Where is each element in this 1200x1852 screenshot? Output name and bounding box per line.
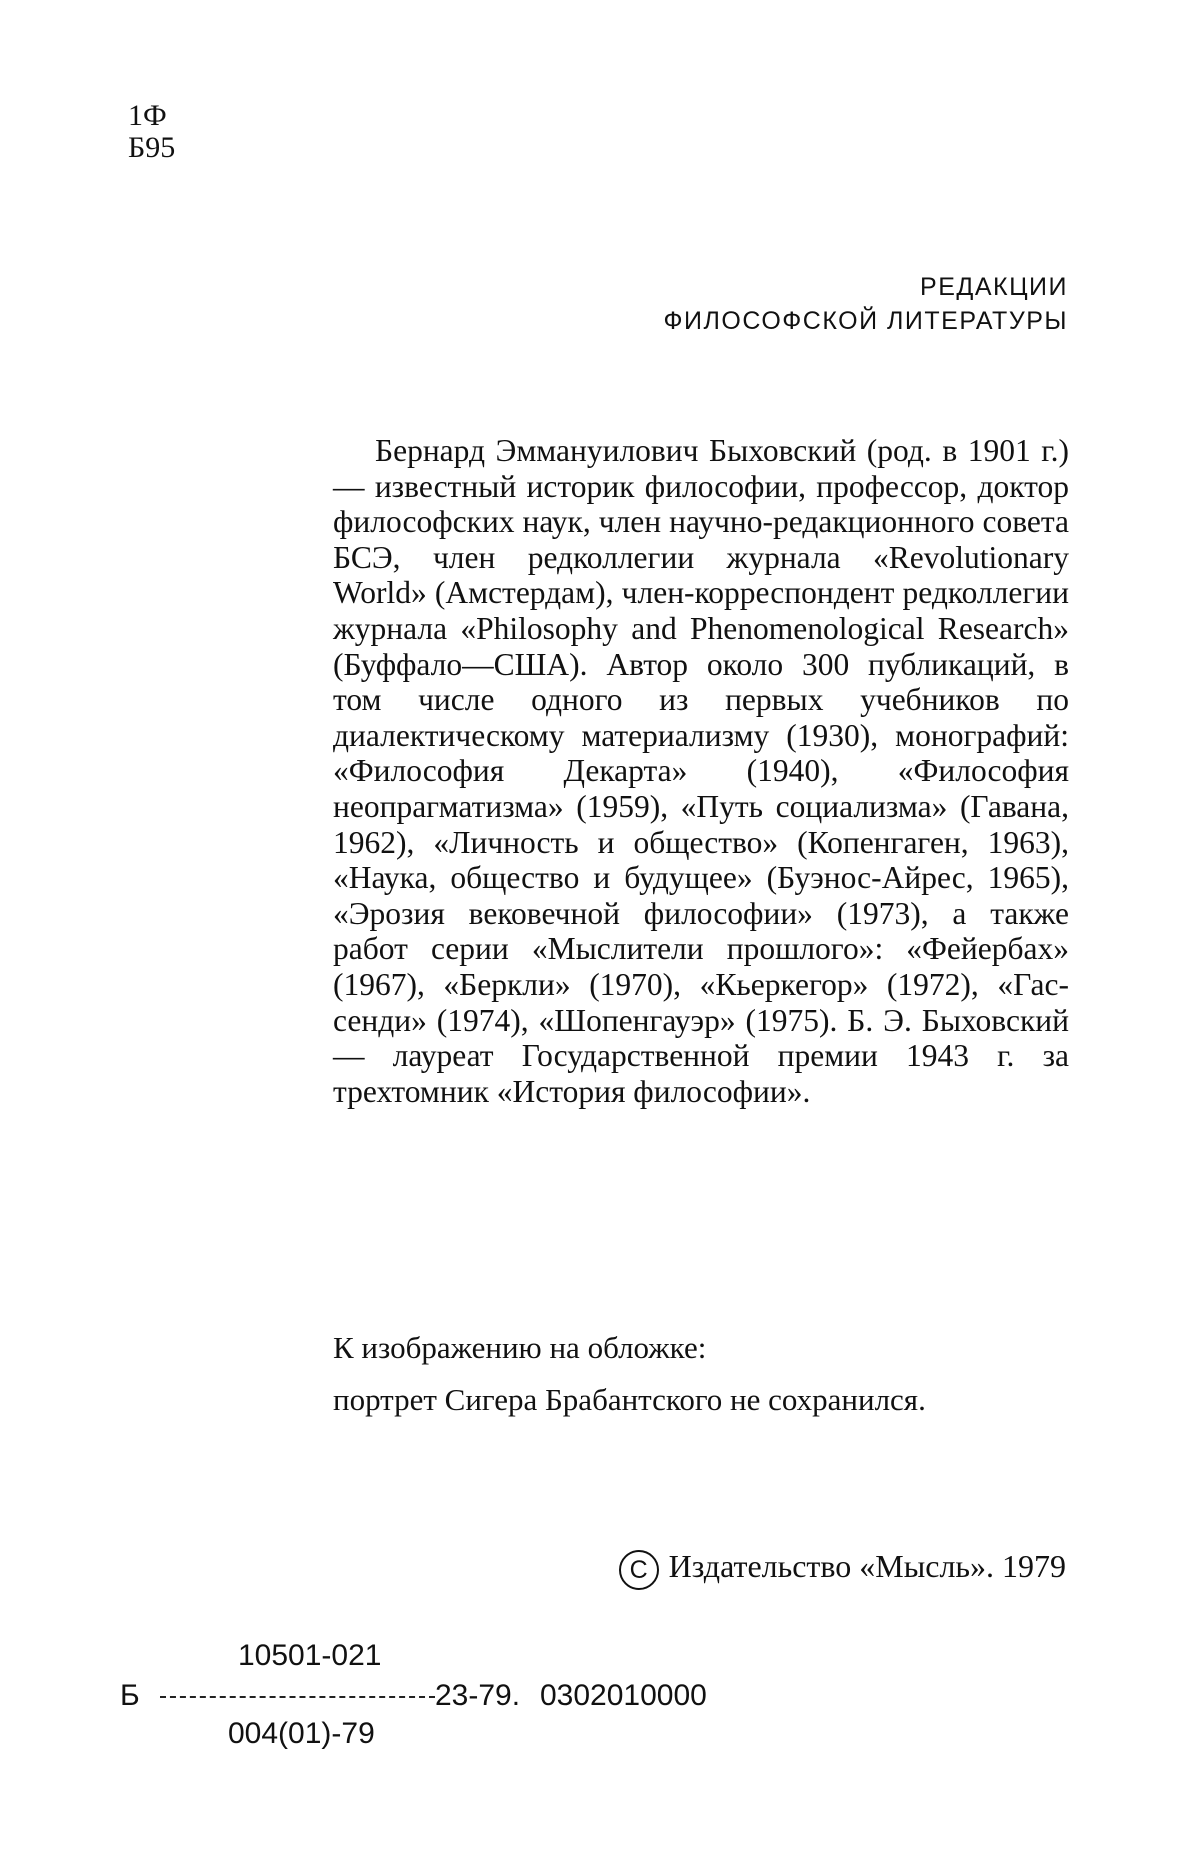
classification-code-line-2: Б95 <box>128 131 176 164</box>
publication-code-letter: Б <box>120 1679 140 1712</box>
copyright-notice <box>619 1546 1066 1590</box>
library-classification-codes <box>128 100 175 164</box>
cover-note-line-1: К изображению на обложке: <box>333 1330 707 1365</box>
cover-image-note <box>333 1322 1093 1426</box>
editorial-office-heading <box>664 270 1068 338</box>
publication-code-suffix: 23-79. <box>435 1679 521 1712</box>
publication-code-numerator: 10501-021 <box>238 1639 382 1672</box>
author-biography: Бернард Эммануилович Быховский (род. в 1901 г.) — известный историк философии, профессор, доктор философских наук, член научно-редакционного совета БСЭ, член редколлегии журнала «Revolutionary World» (Амстердам), член-корреспондент редколлегии журнала «Philosophy and Phenomenological Research» (Буффало—США). Автор около 300 публикаций, в том числе одного из первых учебников по диалектическому материализму (1930), монографий: «Философия Декарта» (1940), «Философия неопрагматизма» (1959), «Путь социализма» (Гавана, 1962), «Личность и общество» (Копенгаген, 1963), «Наука, общество и будущее» (Буэнос-Айрес, 1965), «Эрозия вековечной философии» (1973), а также работ серии «Мыслители прошлого»: «Фейербах» (1967), «Беркли» (1970), «Кьеркегор» (1972), «Гассенди» (1974), «Шопенгауэр» (1975). Б. Э. Быховский — лауреат Государственной премии 1943 г. за трехтомник «История философии». <box>333 433 1069 1109</box>
classification-code-line-1: 1Ф <box>128 99 167 132</box>
cover-note-line-2: портрет Сигера Брабантского не сохранился. <box>333 1382 926 1417</box>
copyright-text: Издательство «Мысль». 1979 <box>668 1548 1066 1584</box>
editorial-heading-line-1: РЕДАКЦИИ <box>920 273 1068 301</box>
publication-code-denominator: 004(01)-79 <box>228 1717 375 1750</box>
copyright-icon: C <box>619 1550 659 1590</box>
fraction-bar <box>160 1696 435 1698</box>
publication-serial-number: 0302010000 <box>540 1679 707 1712</box>
editorial-heading-line-2: ФИЛОСОФСКОЙ ЛИТЕРАТУРЫ <box>663 307 1068 335</box>
